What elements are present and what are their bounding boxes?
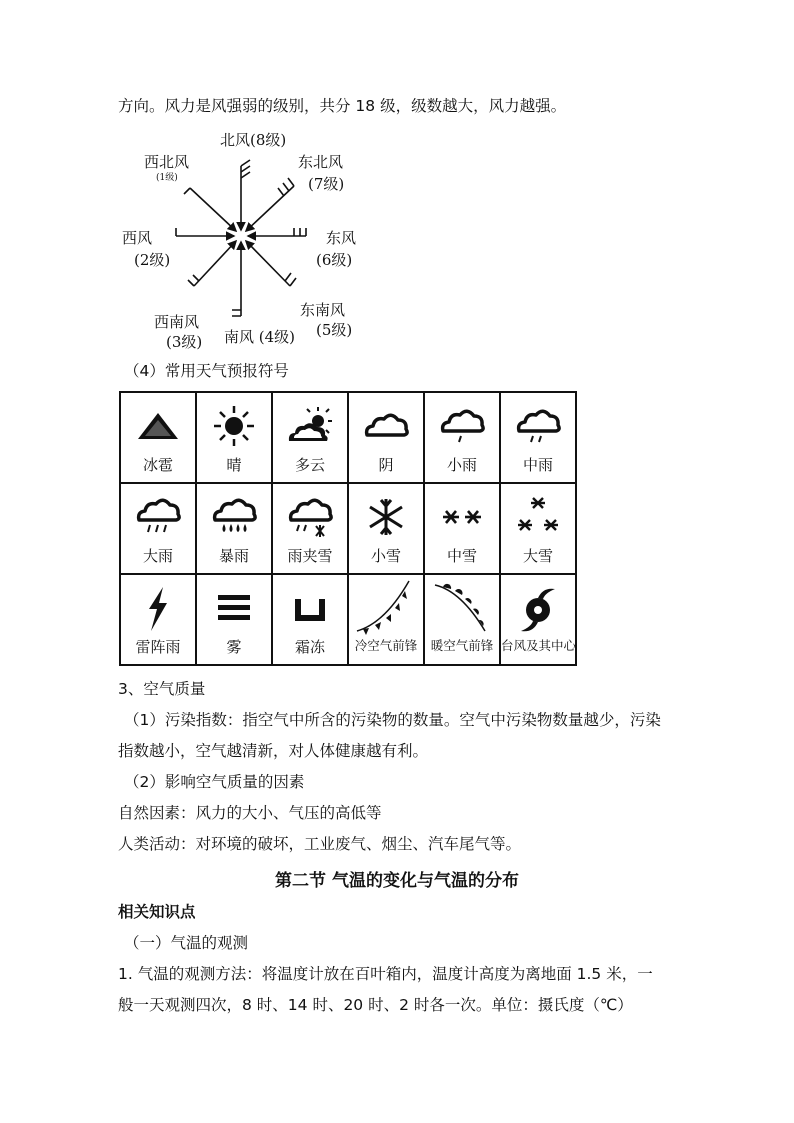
- north-wind-label: 北风(8级): [220, 131, 287, 149]
- intro-text: 方向。风力是风强弱的级别，共分 18 级，级数越大，风力越强。: [118, 97, 567, 115]
- northeast-wind-label: 东北风: [298, 153, 344, 171]
- northwest-wind-label: 西北风: [144, 153, 190, 171]
- west-wind-label: 西风: [122, 229, 153, 247]
- table-cell: [500, 574, 576, 665]
- symbol-label: 雨夹雪: [287, 547, 333, 565]
- symbol-label: 雾: [226, 638, 242, 656]
- knowledge-heading: 相关知识点: [118, 903, 196, 921]
- fog-icon: [209, 585, 259, 631]
- section-title: 第二节 气温的变化与气温的分布: [275, 871, 519, 891]
- table-cell: [500, 392, 576, 483]
- cold-front-icon: [355, 579, 415, 635]
- symbol-label: 大雨: [142, 547, 173, 565]
- symbol-label: 小雪: [370, 547, 401, 565]
- symbols-heading: （4）常用天气预报符号: [124, 362, 289, 380]
- table-cell: [272, 574, 348, 665]
- thunderstorm-icon: [133, 585, 183, 633]
- symbol-label: 暴雨: [218, 547, 249, 565]
- table-cell: [348, 392, 424, 483]
- table-cell: [348, 574, 424, 665]
- light-snow-icon: [361, 494, 411, 540]
- frost-icon: [285, 585, 335, 631]
- east-wind-level: (6级): [316, 251, 353, 269]
- overcast-icon: [361, 403, 411, 449]
- temperature-observation-heading: （一）气温的观测: [124, 934, 249, 952]
- heavy-rain-icon: [133, 494, 183, 540]
- table-cell: [424, 392, 500, 483]
- moderate-rain-icon: [513, 403, 563, 449]
- table-cell: [196, 483, 272, 574]
- sun-icon: [209, 403, 259, 449]
- warm-front-icon: [431, 579, 491, 635]
- table-cell: [424, 574, 500, 665]
- symbol-label: 中雪: [446, 547, 477, 565]
- table-cell: [424, 483, 500, 574]
- table-cell: [120, 483, 196, 574]
- moderate-snow-icon: [437, 494, 487, 540]
- table-cell: [272, 392, 348, 483]
- symbol-label: 多云: [294, 456, 325, 474]
- symbol-label: 晴: [226, 456, 242, 474]
- observation-method-line2: 般一天观测四次，8 时、14 时、20 时、2 时各一次。单位：摄氏度（℃）: [118, 996, 633, 1014]
- northeast-wind-level: (7级): [308, 175, 345, 193]
- table-cell: [196, 574, 272, 665]
- symbol-label: 霜冻: [294, 638, 325, 656]
- rainstorm-icon: [209, 494, 259, 540]
- sleet-icon: [285, 494, 335, 540]
- symbol-label: 雷阵雨: [135, 638, 181, 656]
- light-rain-icon: [437, 403, 487, 449]
- weather-symbols-table: [119, 391, 577, 666]
- heavy-snow-icon: [513, 494, 563, 540]
- human-factors-text: 人类活动：对环境的破坏，工业废气、烟尘、汽车尾气等。: [118, 835, 522, 853]
- wind-direction-diagram: [118, 126, 368, 356]
- natural-factors-text: 自然因素：风力的大小、气压的高低等: [118, 804, 382, 822]
- table-row: [120, 574, 576, 665]
- table-cell: [348, 483, 424, 574]
- observation-method-line1: 1. 气温的观测方法：将温度计放在百叶箱内，温度计高度为离地面 1.5 米，一: [118, 965, 653, 983]
- pollution-index-text-line1: （1）污染指数：指空气中所含的污染物的数量。空气中污染物数量越少，污染: [124, 711, 661, 729]
- table-row: [120, 392, 576, 483]
- partly-cloudy-icon: [285, 403, 335, 449]
- air-quality-heading: 3、空气质量: [118, 680, 206, 698]
- symbol-label: 暖空气前锋: [430, 638, 494, 653]
- symbol-label: 冷空气前锋: [354, 638, 418, 653]
- table-cell: [120, 574, 196, 665]
- southeast-wind-label: 东南风: [300, 301, 346, 319]
- symbol-label: 小雨: [446, 456, 477, 474]
- symbol-label: 台风及其中心: [501, 638, 577, 653]
- southeast-wind-level: (5级): [316, 321, 353, 339]
- typhoon-icon: [513, 585, 563, 635]
- table-cell: [196, 392, 272, 483]
- east-wind-label: 东风: [326, 229, 357, 247]
- table-cell: [120, 392, 196, 483]
- symbol-label: 中雨: [522, 456, 553, 474]
- table-cell: [272, 483, 348, 574]
- symbol-label: 冰雹: [142, 456, 173, 474]
- pollution-index-text-line2: 指数越小，空气越清新，对人体健康越有利。: [118, 742, 429, 760]
- west-wind-level: (2级): [134, 251, 171, 269]
- southwest-wind-label: 西南风: [154, 313, 200, 331]
- southwest-wind-level: (3级): [166, 333, 203, 351]
- northwest-wind-level: (1级): [156, 173, 178, 183]
- table-row: [120, 483, 576, 574]
- south-wind-label: 南风 (4级): [224, 328, 296, 346]
- air-quality-factors-heading: （2）影响空气质量的因素: [124, 773, 305, 791]
- hail-icon: [133, 403, 183, 449]
- table-cell: [500, 483, 576, 574]
- symbol-label: 阴: [378, 456, 394, 474]
- symbol-label: 大雪: [522, 547, 553, 565]
